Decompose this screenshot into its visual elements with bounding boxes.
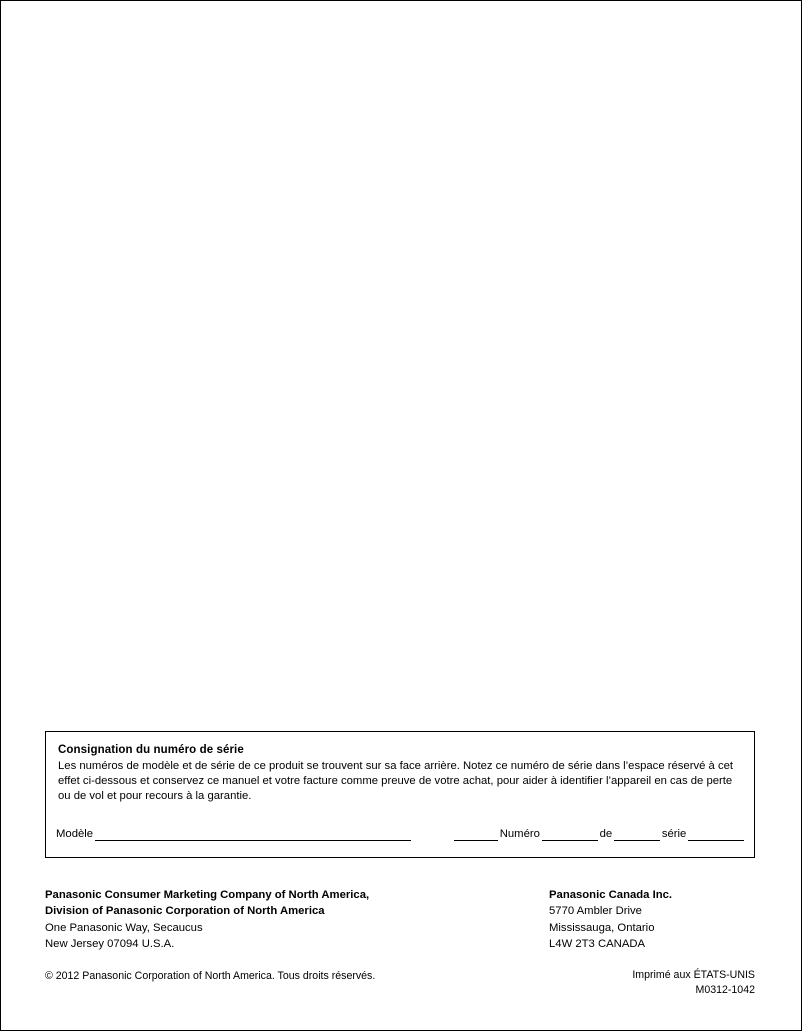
printed-in-label: Imprimé aux ÉTATS-UNIS [632,969,755,981]
serial-field[interactable] [454,828,744,841]
serial-field-label-3: série [661,828,687,840]
model-field[interactable] [56,828,411,841]
serial-number-box [45,731,755,858]
serial-box-body: Les numéros de modèle et de série de ce produit se trouvent sur sa face arrière. Notez ce numéro de série dans l’espace réservé à cet effet ci-dessous et conservez ce manuel et votre facture comme preuve de votre achat, pour aider à identifier l’appareil en cas de perte ou de vol et pour recours à la garantie. [58,760,734,802]
serial-box-title: Consignation du numéro de série [58,744,244,756]
serial-field-label-1: Numéro [499,828,540,840]
address-block-canada [549,887,789,953]
address-canada-line2: 5770 Ambler Drive [549,905,642,918]
serial-rule-c[interactable] [614,828,660,841]
address-canada-line3: Mississauga, Ontario [549,921,655,934]
serial-rule-a[interactable] [454,828,498,841]
address-usa-line1: Panasonic Consumer Marketing Company of North America, [45,889,370,901]
serial-fill-row [56,828,744,841]
model-field-rule[interactable] [95,828,411,841]
copyright-notice: © 2012 Panasonic Corporation of North America. Tous droits réservés. [45,970,376,982]
print-info [549,968,755,997]
address-usa-line3: One Panasonic Way, Secaucus [45,921,203,934]
address-block-usa [45,887,475,953]
serial-rule-d[interactable] [688,828,744,841]
address-canada-line1: Panasonic Canada Inc. [549,889,673,901]
serial-rule-b[interactable] [542,828,598,841]
address-canada-line4: L4W 2T3 CANADA [549,938,646,951]
address-usa-line2: Division of Panasonic Corporation of North America [45,905,325,918]
document-code: M0312-1042 [695,983,755,996]
address-usa-line4: New Jersey 07094 U.S.A. [45,938,175,951]
serial-field-label-2: de [599,828,613,840]
model-field-label: Modèle [56,828,94,840]
